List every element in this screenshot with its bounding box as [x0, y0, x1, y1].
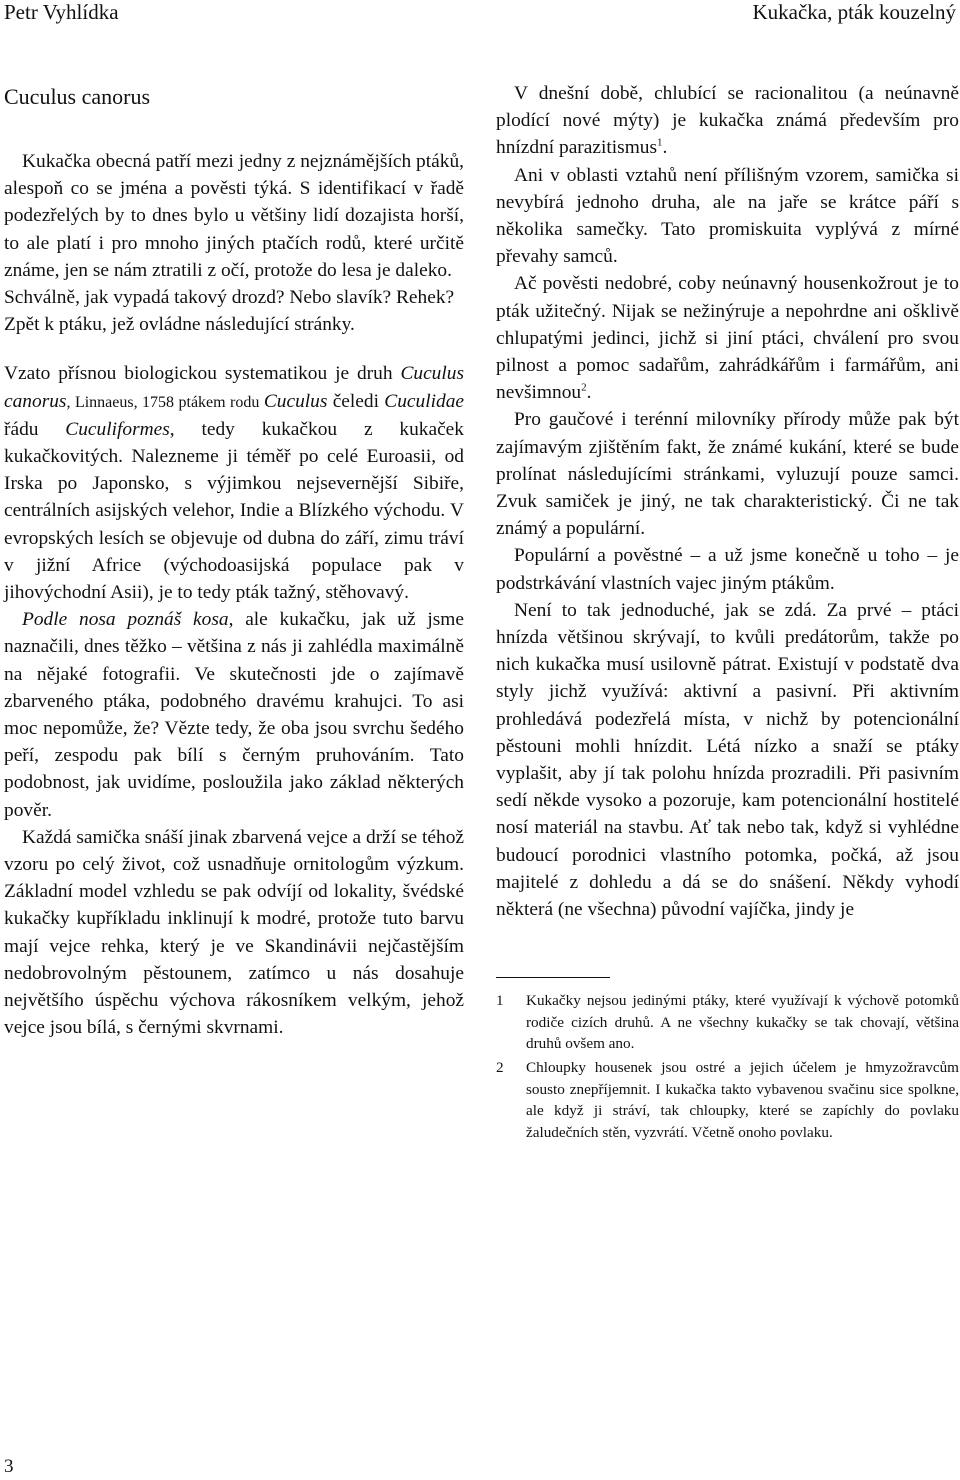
header-title: Kukačka, pták kouzelný	[752, 0, 956, 24]
left-column	[4, 80, 464, 1042]
eggs-paragraph: Každá samička snáší jinak zbarvená vejce a drží se téhož vzoru po celý život, což usnadňuje ornitologům výzkum. Základní model vzhledu se pak odvíjí od lokality, švédské kukačky kupříkladu inklinují k modré, protože tuto barvu mají vejce rehka, který je ve Skandinávii nejčastějším nedobrovolným pěstounem, zatímco u nás dosahuje největšího úspěchu výchova rákosníkem velkým, jehož vejce jsou bílá, s černými skvrnami.	[4, 826, 464, 1039]
page-header	[0, 0, 960, 30]
usefulness-paragraph: Ač pověsti nedobré, coby neúnavný housenkožrout je to pták užitečný. Nijak se nežinýruje a nepohrdne ani ošklivě chlupatými jedinci, jichž si jiní ptáci, chválení pro svou pilnost a pomoc sadařům, zahrádkářům i farmářům, ani nevšimnou$^2$.	[496, 273, 959, 404]
page-number: 3	[4, 1456, 14, 1477]
footnote-ref-2: 2	[581, 381, 587, 394]
appearance-paragraph: Podle nosa poznáš kosa, ale kukačku, jak už jsme naznačili, dnes těžko – většina z nás ji zahlédla maximálně na nějaké fotografii. Ve skutečnosti jde o zajímavě zbarveného ptáka, podobného dravému krahujci. To asi moc nepomůže, že? Vězte tedy, že oba jsou svrchu šedého peří, zespodu pak bílí s černým pruhováním. Tato podobnost, jak uvidíme, posloužila jako základ některých pověr.	[4, 609, 464, 821]
footnote-1: 1 Kukačky nejsou jedinými ptáky, které využívají k výchově potomků rodiče cizích druhů. A ne všechny kukačky se tak chovají, většina druhů ovšem ano.	[496, 992, 959, 1053]
taxonomy-paragraph: Vzato přísnou biologickou systematikou je druh Cuculus canorus, Linnaeus, 1758 ptákem rodu Cuculus čeledi Cuculidae řádu Cuculiformes, tedy kukačkou z kukaček kukačkovitých. Nalezneme ji téměř po celé Euroasii, od Irska po Japonsko, s výjimkou nejsevernější Sibiře, centrálních asijských velehor, Indie a Blízkého východu. V evropských lesích se objevuje od dubna do září, zimu tráví v jižní Africe (východoasijská populace pak v jihovýchodní Asii), je to tedy pták tažný, stěhovavý.	[4, 363, 464, 604]
nesting-paragraph: Není to tak jednoduché, jak se zdá. Za prvé – ptáci hnízda většinou skrývají, to kvůli predátorům, takže po nich kukačka musí usilovně pátrat. Existují v podstatě dva styly jichž využívá: aktivní a pasivní. Při aktivním prohledává podezřelá místa, v nichž by potencionální pěstouni mohli hnízdit. Létá nízko a snaží se ptáky vyplašit, aby jí tak polohu hnízda prozradili. Při pasivním sedí někde vysoko a pozoruje, kam potencionální hostitelé nosí materiál na stavbu. Ať tak nebo tak, když si vyhlédne budoucí porodnici vlastního potomka, počká, až jsou majitelé z dohledu a dá se do snášení. Někdy vyhodí některá (ne všechna) původní vajíčka, jindy je	[496, 599, 959, 921]
intro-paragraph: Kukačka obecná patří mezi jedny z nejznámějších ptáků, alespoň co se jména a pověsti týká. S identifikací v řadě podezřelých by to dnes bylo u většiny lidí dozajista horší, to ale platí i pro mnoho jiných ptačích rodů, které určitě známe, jen se nám ztratili z očí, protože do lesa je daleko.	[4, 151, 464, 281]
question-paragraph: Schválně, jak vypadá takový drozd? Nebo slavík? Rehek?	[4, 287, 455, 309]
footnote-divider	[496, 977, 610, 978]
call-paragraph: Pro gaučové i terénní milovníky přírody může pak být zajímavým zjištěním fakt, že známé kukání, které se bude prolínat následujícími stránkami, vyluzují pouze samci. Zvuk samiček je jiný, ne tak charakteristický. Či ne tak známý a populární.	[496, 409, 959, 540]
footnote-ref-1: 1	[657, 136, 663, 149]
header-author: Petr Vyhlídka	[4, 0, 119, 24]
parasitism-paragraph: V dnešní době, chlubící se racionalitou (a neúnavně plodící nové mýty) je kukačka známá především pro hnízdní parazitismus$^1$.	[496, 83, 959, 159]
section-heading: Cuculus canorus	[4, 84, 151, 109]
transition-paragraph: Zpět k ptáku, jež ovládne následující stránky.	[4, 314, 355, 336]
right-column	[496, 80, 959, 1145]
footnote-2: 2 Chloupky housenek jsou ostré a jejich účelem je hmyzožravcům sousto znepříjemnit. I kukačka takto vybavenou svačinu sice spolkne, ale když ji stráví, tak chloupky, které se zapíchly do povlaku žaludečních stěn, vyzvrátí. Včetně onoho povlaku.	[496, 1059, 959, 1141]
popular-paragraph: Populární a pověstné – a už jsme konečně u toho – je podstrkávání vlastních vajec jiným ptákům.	[496, 545, 959, 594]
mating-paragraph: Ani v oblasti vztahů není přílišným vzorem, samička si nevybírá jednoho druha, ale na jaře se krátce páří s několika samečky. Tato promiskuita vyplývá z mírné převahy samců.	[496, 164, 959, 268]
